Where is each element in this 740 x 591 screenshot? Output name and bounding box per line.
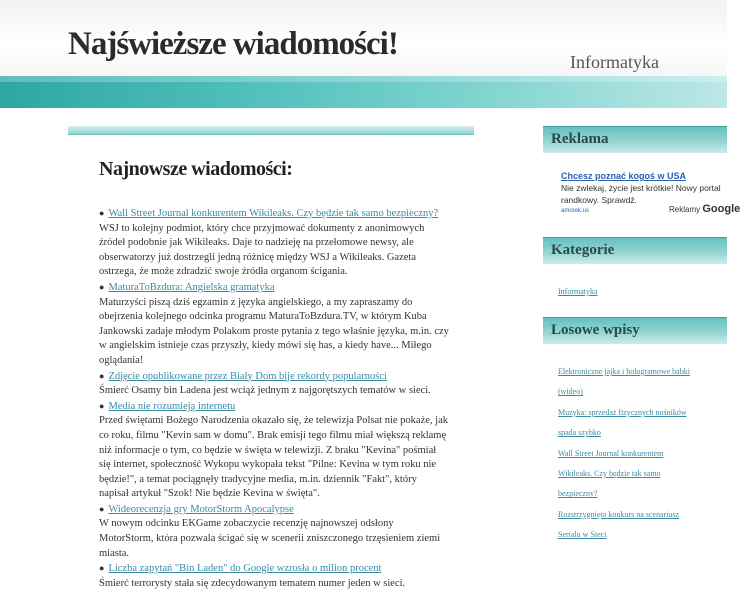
random-post-link[interactable]: (wideo) (558, 387, 583, 397)
ads-heading (543, 126, 727, 153)
categories-heading-label: Kategorie (551, 242, 615, 258)
post-title-link[interactable]: Zdjęcie opublikowane przez Biały Dom bije rekordy popularności (108, 370, 387, 382)
post-item (99, 561, 449, 591)
post-item (99, 206, 449, 280)
bullet-icon: ● (99, 281, 105, 292)
ads-heading-label: Reklama (551, 131, 609, 147)
post-excerpt: Śmierć Osamy bin Ladena jest wciąż jednym z najgorętszych tematów w sieci. (99, 385, 431, 397)
bullet-icon: ● (99, 563, 105, 574)
bullet-icon: ● (99, 370, 105, 381)
post-title-link[interactable]: MaturaToBzdura: Angielska gramatyka (108, 281, 275, 293)
random-post-link[interactable]: bezpieczny? (558, 489, 598, 499)
bullet-icon: ● (99, 208, 105, 218)
google-logo: Google (702, 203, 740, 215)
post-excerpt: Przed świętami Bożego Narodzenia okazało się, że telewizja Polsat nie pokaże, jak co roku, filmu "Kevin sam w domu". Brak emisji tego filmu miał większą reklamę niż informacje o tym, co będzie w święta w telewizji. Z braku "Kevina" pośmiał się internet, społeczność Wykopu wykopała tekst "Pilne: Kevina w tym roku nie będzie!", a temat pociągnęły tradycyjne media, m.in. dziennik "Fakt", który napisał artykuł "Szok! Nie będzie Kevina w święta". (99, 415, 448, 500)
random-post-link[interactable]: spada szybko (558, 428, 601, 438)
site-title[interactable]: Najświeższe wiadomości! (68, 26, 398, 62)
ad-link[interactable]: Chcesz poznać kogoś w USA (561, 171, 687, 181)
post-title-link[interactable]: Media nie rozumieją internetu (108, 400, 236, 412)
post-title-link[interactable]: Liczba zapytań "Bin Laden" do Google wzrosła o milion procent (108, 563, 382, 575)
categories-heading (543, 237, 727, 264)
random-post-link[interactable]: Serialu w Sieci (558, 530, 607, 540)
random-post-link[interactable]: Elektroniczne jajka i hologramowe babki (558, 367, 690, 376)
bullet-icon: ● (99, 400, 105, 411)
post-item (99, 280, 449, 369)
bullet-icon: ● (99, 503, 105, 514)
category-link[interactable]: Informatyka (558, 287, 598, 296)
random-posts-heading (543, 317, 727, 344)
post-excerpt: Śmierć terrorysty stała się zdecydowanym tematem numer jeden w sieci. (99, 577, 406, 589)
random-post-link[interactable]: Wikileaks. Czy będzie tak samo (558, 469, 661, 479)
random-post-link[interactable]: Muzyka: sprzedaż fizycznych nośników (558, 407, 687, 417)
main-topbar (68, 126, 474, 135)
post-excerpt: Maturzyści piszą dziś egzamin z języka angielskiego, a my zapraszamy do obejrzenia kolejnego odcinka programu MaturaToBzdura.TV, w którym Kuba Jankowski zadaje młodym Polakom proste pytania z tego właśnie języka, m.in. czy w angielskim istnieje czas przyszły, kiedy mówi się has, a kiedy have... Miłego oglądania! (99, 296, 449, 366)
post-item (99, 369, 449, 399)
post-item (99, 399, 449, 502)
ads-badge-label: Reklamy (669, 205, 701, 214)
random-posts-list (558, 362, 718, 546)
random-posts-heading-label: Losowe wpisy (551, 322, 640, 338)
post-excerpt: WSJ to kolejny podmiot, który chce przyjmować dokumenty z anonimowych źródeł podobnie jak Wikileaks. Daje to nadzieję na przełomowe newsy, ale obserwatorzy już dostrzegli jedną różnicę między WSJ a Wikileaks. Gazeta ostrzega, że może zdradzić swoje źródła organom ścigania. (99, 222, 425, 278)
random-post-link[interactable]: Wall Street Journal konkurentem (558, 448, 664, 458)
header-banner-band (0, 76, 727, 108)
post-title-link[interactable]: Wall Street Journal konkurentem Wikileaks. Czy będzie tak samo bezpieczny? (108, 208, 439, 219)
site-category: Informatyka (570, 52, 659, 72)
post-title-link[interactable]: Wideorecenzja gry MotorStorm Apocalypse (108, 503, 294, 515)
ads-by-google-badge[interactable] (669, 203, 740, 215)
post-list (99, 206, 449, 591)
post-item (99, 502, 449, 561)
random-post-link[interactable]: Rozstrzygnięto konkurs na scenariusz (558, 509, 680, 519)
header (0, 0, 727, 76)
ad-url[interactable]: amorek.us (561, 208, 590, 214)
post-excerpt: W nowym odcinku EKGame zobaczycie recenzję najnowszej odsłony MotorStorm, która pozwala ścigać się w scenerii zniszczonego trzęsieniem ziemi miasta. (99, 518, 441, 559)
ad-text: Nie zwlekaj, życie jest krótkie! Nowy portal randkowy. Sprawdź. (561, 183, 721, 205)
main-content (68, 126, 474, 589)
main-heading: Najnowsze wiadomości: (99, 158, 293, 180)
